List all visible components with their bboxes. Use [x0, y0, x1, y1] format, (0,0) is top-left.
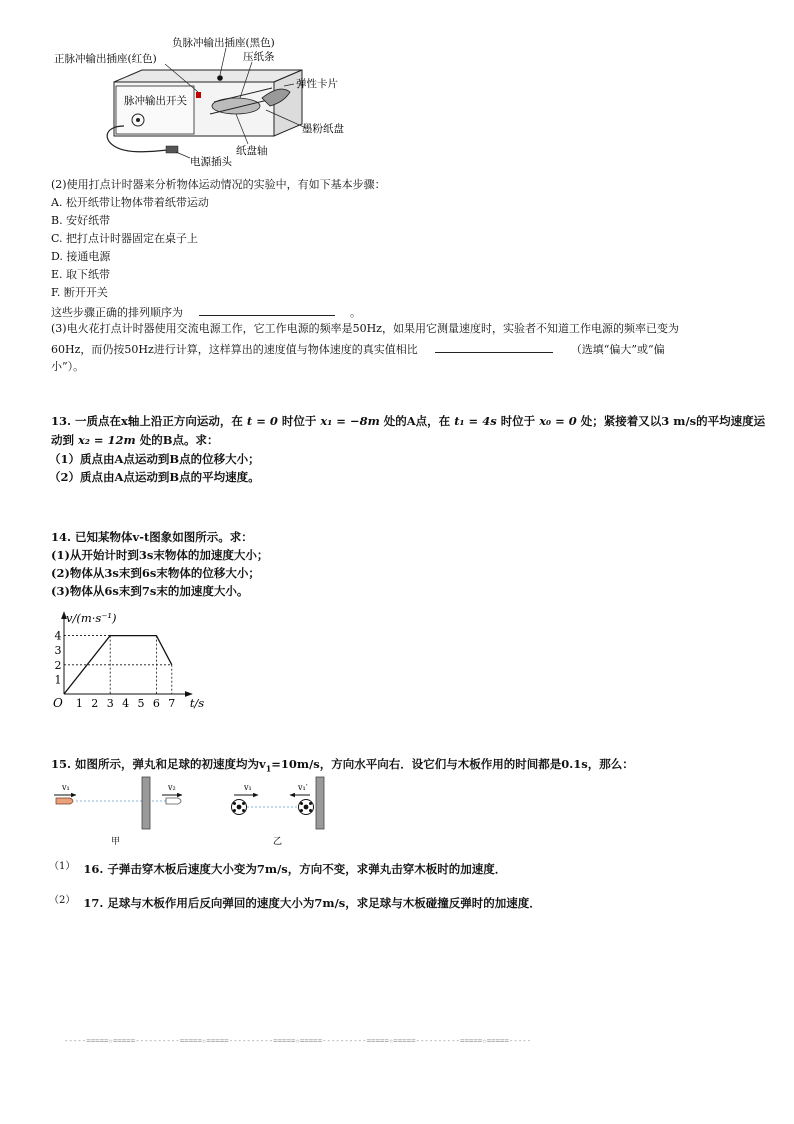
q12-part3-line3: 小”）。 — [51, 360, 85, 373]
q12-order-end: 。 — [350, 306, 361, 319]
label-pos-socket: 正脉冲输出插座(红色) — [54, 53, 157, 65]
label-toner-disc: 墨粉纸盘 — [302, 123, 344, 135]
x-tick-label-3: 3 — [106, 697, 114, 710]
figure-jia — [54, 777, 182, 847]
x-axis-label: t/s — [189, 696, 205, 710]
q12-part3-line2 — [51, 341, 665, 357]
q13-eq-x1: x₁ = −8m — [320, 414, 380, 428]
footer-separator: -----=====☆=====----------=====☆=====----------=====☆=====----------=====☆=====----------=====☆=====----- — [64, 1036, 532, 1045]
q12-step-f: F. 断开开关 — [51, 286, 108, 299]
q12-step-c: C. 把打点计时器固定在桌子上 — [51, 232, 199, 245]
q13-eq-t1: t₁ = 4s — [454, 414, 497, 428]
negative-socket — [217, 75, 223, 81]
switch-panel — [116, 86, 194, 134]
q13-line1-c: 处的A点，在 — [383, 414, 451, 428]
y-tick-label-4: 4 — [54, 629, 62, 643]
q13-eq-x2: x₂ = 12m — [78, 433, 136, 447]
spark-timer-figure — [40, 28, 360, 178]
q14-intro: 14. 已知某物体v-t图象如图所示。求： — [51, 530, 253, 544]
q13-line1-b: 时位于 — [281, 414, 317, 428]
q15-part2 — [49, 896, 541, 912]
q12-step-a: A. 松开纸带让物体带着纸带运动 — [51, 196, 209, 209]
q13-line2-a: 动到 — [51, 433, 74, 447]
label-switch: 脉冲输出开关 — [124, 95, 187, 107]
q12-step-d: D. 接通电源 — [51, 250, 111, 263]
wooden-board-yi — [316, 777, 324, 829]
label-disc-axis: 纸盘轴 — [236, 145, 268, 157]
q14-sub3: (3)物体从6s末到7s末的加速度大小。 — [51, 584, 249, 598]
y-axis-label: v/(m·s⁻¹) — [66, 611, 117, 626]
x-tick-label-4: 4 — [122, 697, 130, 710]
figure-yi — [232, 777, 325, 847]
q12-order-blank[interactable] — [199, 304, 335, 316]
y-tick-label-1: 1 — [54, 673, 62, 687]
q12-part2-intro: (2)使用打点计时器来分析物体运动情况的实验中，有如下基本步骤： — [51, 178, 386, 191]
q13-line1-a: 13. 一质点在x轴上沿正方向运动，在 — [51, 414, 243, 428]
timer-box-top — [114, 70, 302, 82]
q15-part2-text: 17. 足球与木板作用后反向弹回的速度大小为7m/s，求足球与木板碰撞反弹时的加速度． — [83, 896, 541, 910]
v1p-label: v₁′ — [298, 783, 308, 792]
v1-label-yi: v₁ — [244, 783, 252, 792]
wooden-board-jia — [142, 777, 150, 829]
bullet-before — [56, 798, 73, 804]
q13-sub1: （1）质点由A点运动到B点的位移大小； — [49, 452, 260, 466]
x-tick-label-2: 2 — [91, 697, 99, 710]
q15-intro-sub: 1 — [265, 763, 272, 774]
q15-part1 — [49, 862, 506, 878]
q12-step-b: B. 安好纸带 — [51, 214, 111, 227]
label-jia: 甲 — [111, 837, 121, 847]
q13-eq-t0: t = 0 — [246, 414, 278, 428]
label-paper-strip: 压纸条 — [243, 51, 275, 63]
bullet-after — [166, 798, 181, 804]
x-tick-label-5: 5 — [137, 697, 145, 710]
x-tick-label-7: 7 — [168, 697, 176, 710]
v1-label-jia: v₁ — [62, 783, 70, 792]
q13-sub2: （2）质点由A点运动到B点的平均速度。 — [49, 470, 260, 484]
q15-intro-b: =10m/s，方向水平向右．设它们与木板作用的时间都是0.1s，那么： — [271, 757, 634, 771]
q13-eq-x0: x₀ = 0 — [539, 414, 577, 428]
q12-order-prompt: 这些步骤正确的排列顺序为 — [51, 306, 183, 319]
q15-part2-num: （2） — [49, 895, 76, 906]
vt-graph — [50, 598, 220, 710]
q13-line2-b: 处的B点。求： — [139, 433, 219, 447]
x-tick-label-6: 6 — [152, 697, 160, 710]
q13-line1-d: 时位于 — [500, 414, 536, 428]
q15-intro-a: 15. 如图所示，弹丸和足球的初速度均为v — [51, 757, 266, 771]
q15-part1-num: （1） — [49, 861, 76, 872]
q14-sub2: (2)物体从3s末到6s末物体的位移大小； — [51, 566, 260, 580]
x-tick-label-1: 1 — [75, 697, 83, 710]
q12-part3-line1: (3)电火花打点计时器使用交流电源工作，它工作电源的频率是50Hz，如果用它测量速度时，实验者不知道工作电源的频率已变为 — [51, 322, 679, 335]
q13-line2 — [51, 433, 218, 448]
q12-part3-blank[interactable] — [435, 341, 553, 353]
q13-line1-e: 处；紧接着又以3 m/s的平均速度运 — [580, 414, 766, 428]
q12-part3-line2-a: 60Hz，而仍按50Hz进行计算，这样算出的速度值与物体速度的真实值相比 — [51, 343, 418, 356]
y-tick-label-3: 3 — [54, 644, 62, 658]
q14-sub1: (1)从开始计时到3s末物体的加速度大小； — [51, 548, 269, 562]
label-yi: 乙 — [273, 837, 283, 847]
label-elastic-card: 弹性卡片 — [296, 78, 338, 90]
q13-line1 — [51, 414, 765, 429]
collision-figure — [40, 772, 340, 852]
q12-part3-line2-b: （选填“偏大”或“偏 — [570, 343, 665, 356]
q12-order-line — [51, 304, 361, 320]
y-tick-label-2: 2 — [54, 658, 62, 672]
q15-part1-text: 16. 子弹击穿木板后速度大小变为7m/s，方向不变，求弹丸击穿木板时的加速度． — [83, 862, 507, 876]
origin-label: O — [53, 696, 63, 710]
v2-label: v₂ — [168, 783, 176, 792]
label-plug: 电源插头 — [190, 156, 232, 168]
positive-socket — [196, 92, 201, 98]
label-neg-socket: 负脉冲输出插座(黑色) — [172, 37, 275, 49]
q12-step-e: E. 取下纸带 — [51, 268, 111, 281]
